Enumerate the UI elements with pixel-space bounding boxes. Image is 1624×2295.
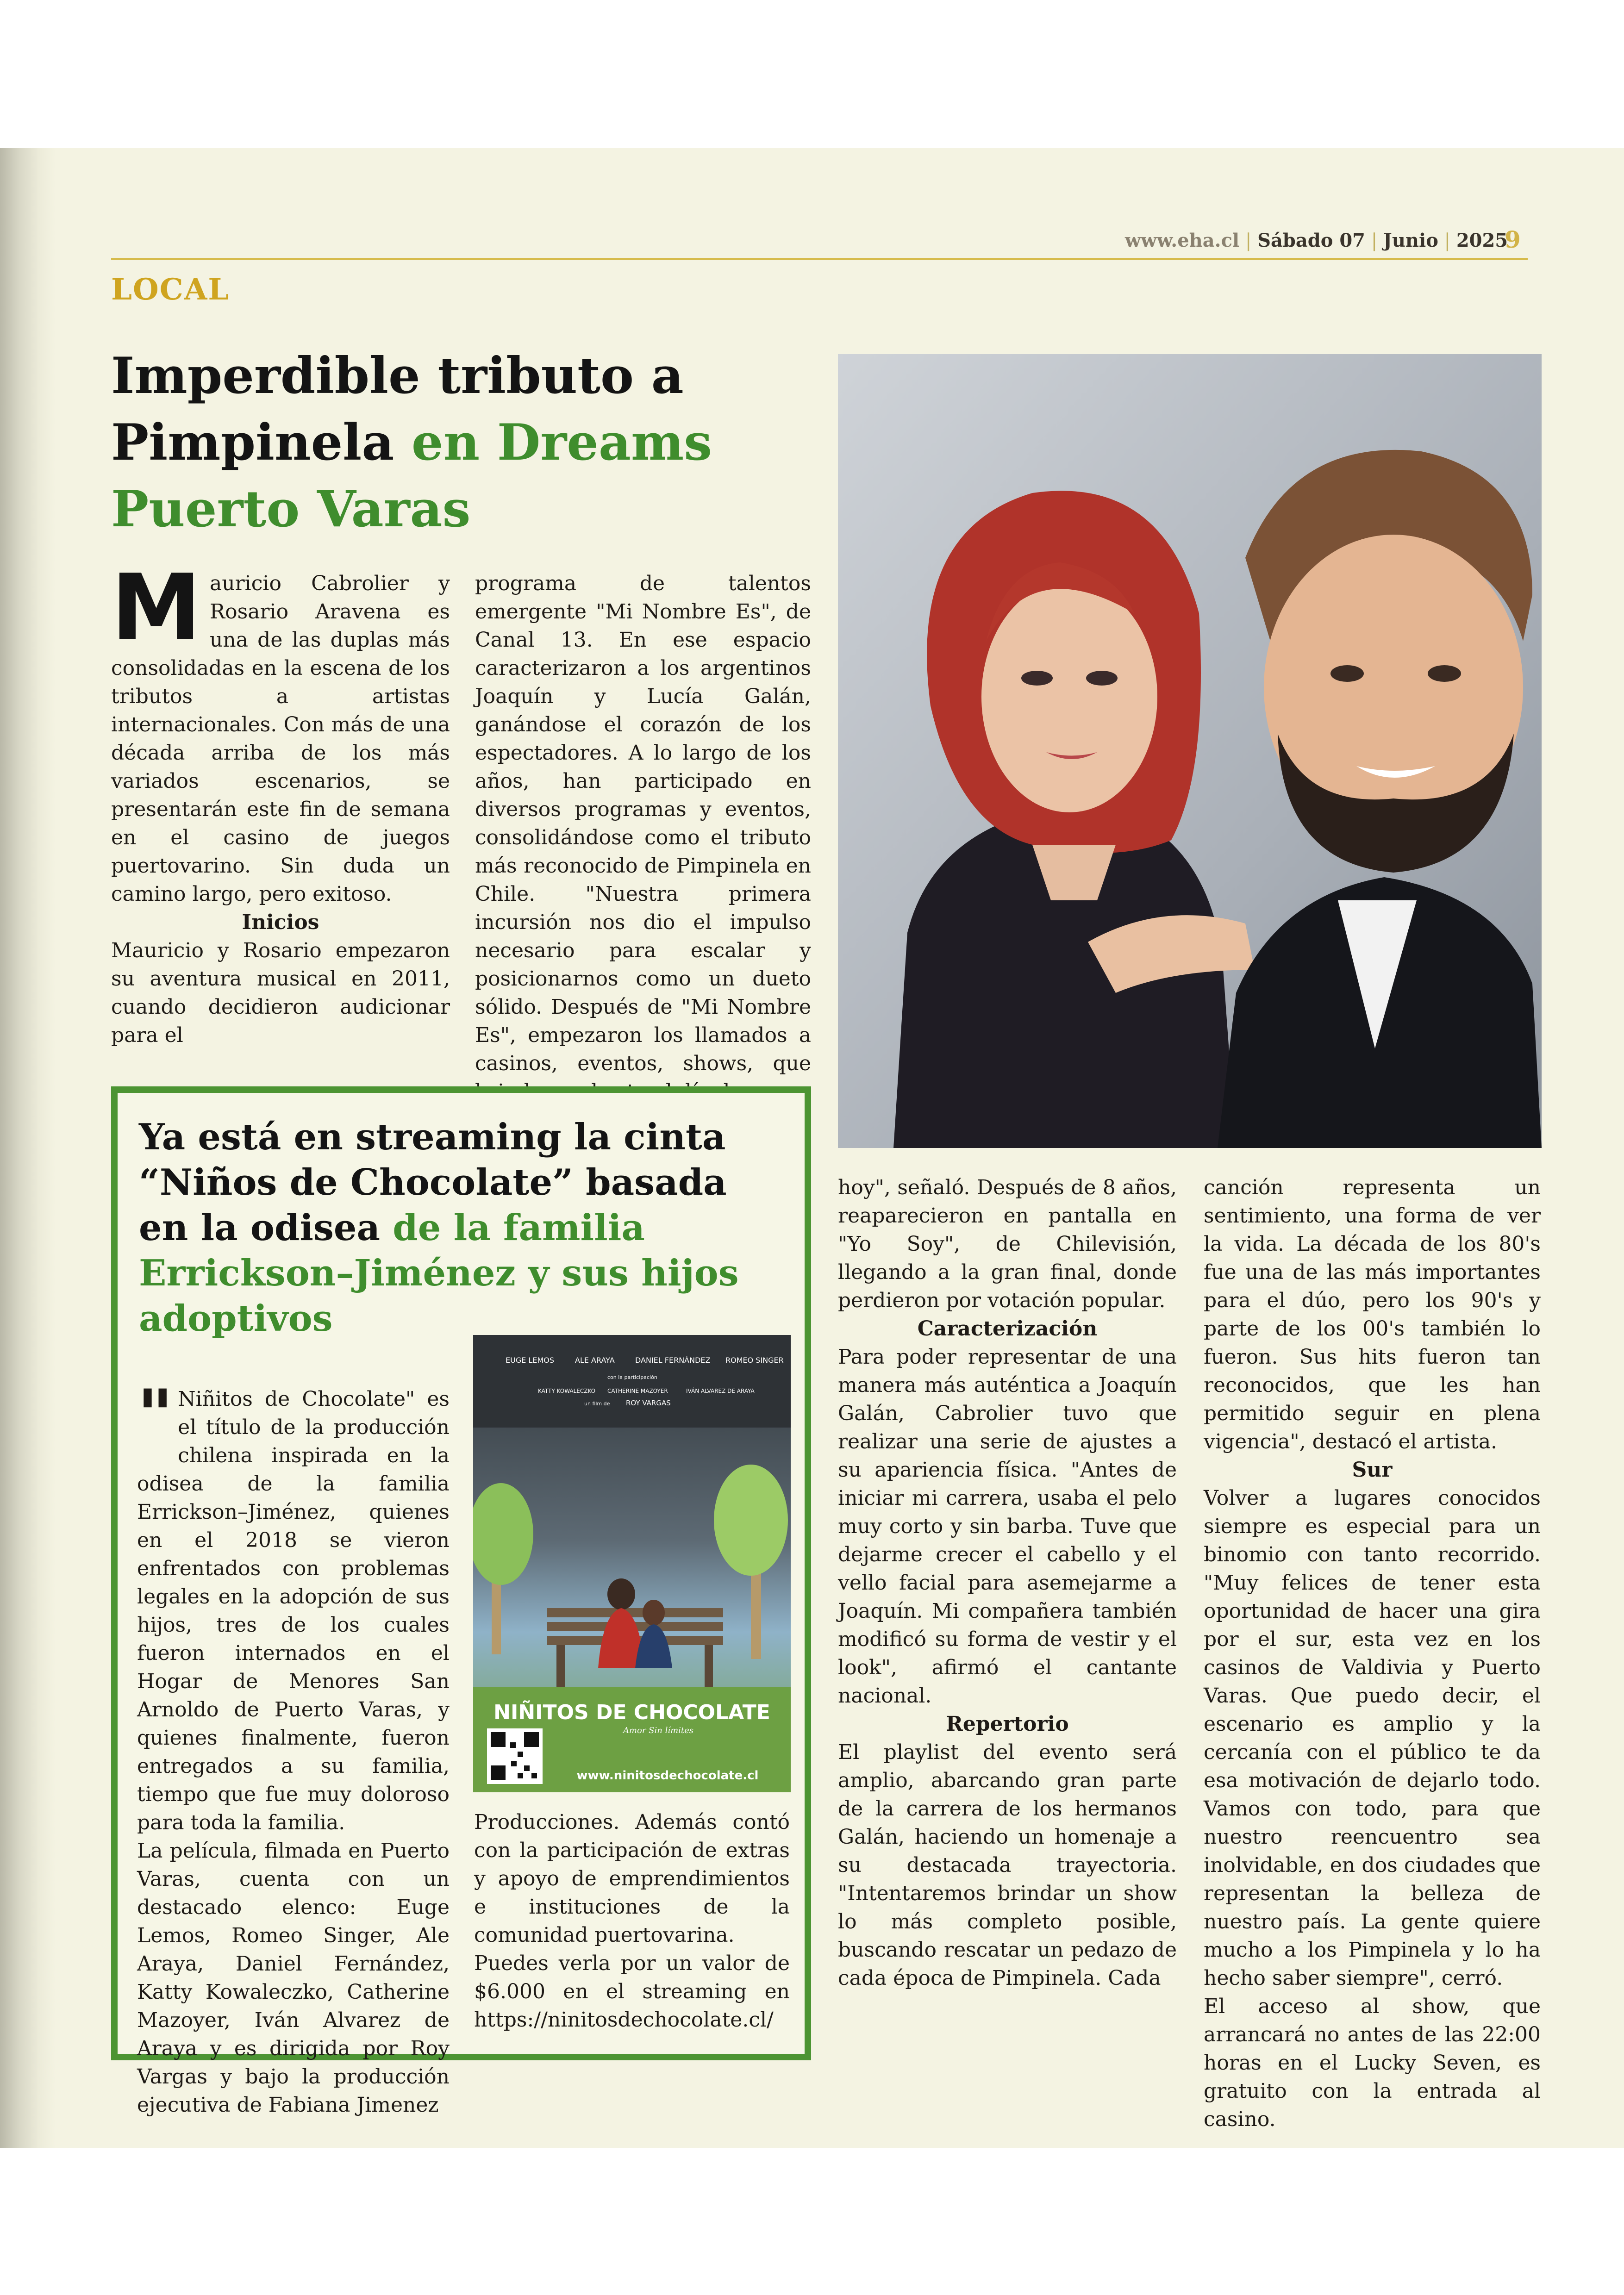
poster-cast: KATTY KOWALECZKO [538,1388,596,1394]
article-paragraph: auricio Cabrolier y Rosario Aravena es una de las duplas más consolidadas en la escena de los tributos a artistas internacionales. Con más de una década arriba de los más variados escenarios, se presentarán este fin de semana en el casino de juegos puertovarino. Sin duda un camino largo, pero exitoso. [111,572,450,906]
poster-cast: CATHERINE MAZOYER [607,1388,668,1394]
poster-cast: IVÁN ALVAREZ DE ARAYA [686,1388,755,1394]
sidebar-headline-green: de la familia Errickson–Jiménez y sus hijos adoptivos [139,1207,739,1340]
sidebar-headline-black: Ya está en streaming la cinta “Niños de Chocolate” basada en la odisea [139,1116,727,1249]
article-paragraph: canción representa un sentimiento, una forma de ver la vida. La década de los 80's fue una de las más importantes para el dúo, pero los 90's y parte de los 00's también lo fueron. Sus hits fueron tan reconocidos, que les han permitido seguir en plena vigencia", destacó el artista. [1204,1176,1541,1453]
header-url[interactable]: www.eha.cl [1125,230,1240,251]
sidebar-headline [139,1115,778,1341]
article-paragraph: El acceso al show, que arrancará no antes de las 22:00 horas en el Lucky Seven, es gratuito con la entrada al casino. [1204,1995,1541,2131]
poster-director-label: un film de [584,1401,610,1407]
article-paragraph: Volver a lugares conocidos siempre es especial para un binomio con tanto recorrido. "Muy felices de tener esta oportunidad de hacer una gira por el sur, esta vez en los casinos de Valdivia y Puerto Varas. Que puedo decir, el escenario es amplio y la cercanía con el público te da esa motivación de dejarlo todo. Vamos con todo, para que nuestro reencuentro sea inolvidable, en dos ciudades que representan la belleza de nuestro país. La gente quiere mucho a los Pimpinela y lo ha hecho saber siempre", cerró. [1204,1486,1541,1990]
article-paragraph: Para poder representar de una manera más auténtica a Joaquín Galán, Cabrolier tuvo que realizar una serie de ajustes a su apariencia física. "Antes de iniciar mi carrera, usaba el pelo muy corto y sin barba. Tuve que dejarme crecer el cabello y el vello facial para asemejarme a Joaquín. Mi compañera también modificó su forma de vestir y el look", afirmó el cantante nacional. [838,1345,1177,1708]
article-paragraph: Mauricio y Rosario empezaron su aventura musical en 2011, cuando decidieron audicionar para el [111,939,450,1047]
sidebar-paragraph: La película, filmada en Puerto Varas, cuenta con un destacado elenco: Euge Lemos, Romeo Singer, Ale Araya, Daniel Fernández, Katty Kowaleczko, Catherine Mazoyer, Iván Alvarez de Araya y es dirigida por Roy Vargas y bajo la producción ejecutiva de Fabiana Jimenez [137,1839,450,2117]
article-paragraph: El playlist del evento será amplio, abarcando gran parte de la carrera de los hermanos Galán, haciendo un homenaje a su destacada trayectoria. "Intentaremos brindar un show lo más completo posible, buscando rescatar un pedazo de cada época de Pimpinela. Cada [838,1740,1177,1990]
poster-director: ROY VARGAS [626,1399,671,1407]
quote-mark: " [137,1375,174,1456]
poster-illustration [473,1335,791,1792]
sidebar-paragraph: Puedes verla por un valor de $6.000 en el streaming en https://ninitosdechocolate.cl/ [474,1952,790,2032]
poster-tagline: Amor Sin límites [623,1726,694,1735]
poster-participation: con la participación [607,1374,657,1380]
sidebar-column-2 [474,1808,790,2034]
header-month: Junio [1383,230,1438,251]
movie-poster [473,1335,791,1792]
page-spine-shadow [0,148,56,2148]
article-column-2 [475,569,811,1106]
article-headline [111,343,806,543]
section-label: LOCAL [111,272,230,307]
headline-green: en Dreams Puerto Varas [111,413,712,538]
duo-photo-illustration [838,354,1542,1148]
poster-cast: ALE ARAYA [575,1356,615,1365]
poster-cast: ROMEO SINGER [725,1356,784,1365]
article-paragraph: hoy", señaló. Después de 8 años, reaparecieron en pantalla en "Yo Soy", de Chilevisión, llegando a la gran final, donde perdieron por votación popular. [838,1176,1177,1312]
article-column-4 [1204,1173,1541,2133]
poster-cast: EUGE LEMOS [506,1356,554,1365]
article-column-1 [111,555,450,1049]
sidebar-paragraph: Producciones. Además contó con la participación de extras y apoyo de emprendimientos e instituciones de la comunidad puertovarina. [474,1810,790,1947]
duo-photo [838,354,1542,1148]
header-rule [111,258,1528,260]
subheading-inicios: Inicios [242,911,319,934]
drop-cap: M [111,555,202,661]
article-paragraph: programa de talentos emergente "Mi Nombre Es", de Canal 13. En ese espacio caracterizaron a los argentinos Joaquín y Lucía Galán, ganándose el corazón de los espectadores. A lo largo de los años, han participado en diversos programas y eventos, consolidándose como el tributo más reconocido de Pimpinela en Chile. "Nuestra primera incursión nos dio el impulso necesario para escalar y posicionarnos como un dueto sólido. Después de "Mi Nombre Es", empezaron los llamados a casinos, eventos, shows, que [475,572,811,1075]
header-year: 2025 [1456,230,1508,251]
poster-movie-title: NIÑITOS DE CHOCOLATE [493,1701,770,1724]
article-column-3 [838,1173,1177,1992]
qr-code [487,1728,543,1784]
poster-url: www.ninitosdechocolate.cl [576,1769,759,1783]
subheading-repertorio: Repertorio [946,1712,1069,1736]
sidebar-paragraph: Niñitos de Chocolate" es el título de la producción chilena inspirada en la odisea de la familia Errickson–Jiménez, quienes en el 2018 se vieron enfrentados con problemas legales en la adopción de sus hijos, tres de los cuales fueron internados en el Hogar de Menores San Arnoldo de Puerto Varas, y quienes finalmente, fueron entregados a su familia, tiempo que fue muy doloroso para toda la familia. [137,1387,450,1834]
page-number: 9 [1505,226,1521,253]
poster-cast: DANIEL FERNÁNDEZ [635,1356,711,1365]
subheading-sur: Sur [1352,1458,1393,1482]
sidebar-column-1 [137,1375,450,2119]
page-header: www.eha.cl | Sábado 07 | Junio | 2025 [1125,230,1508,251]
header-day: Sábado 07 [1257,230,1365,251]
subheading-caracterizacion: Caracterización [917,1317,1098,1341]
headline-black: Imperdible tributo a Pimpinela [111,347,684,472]
